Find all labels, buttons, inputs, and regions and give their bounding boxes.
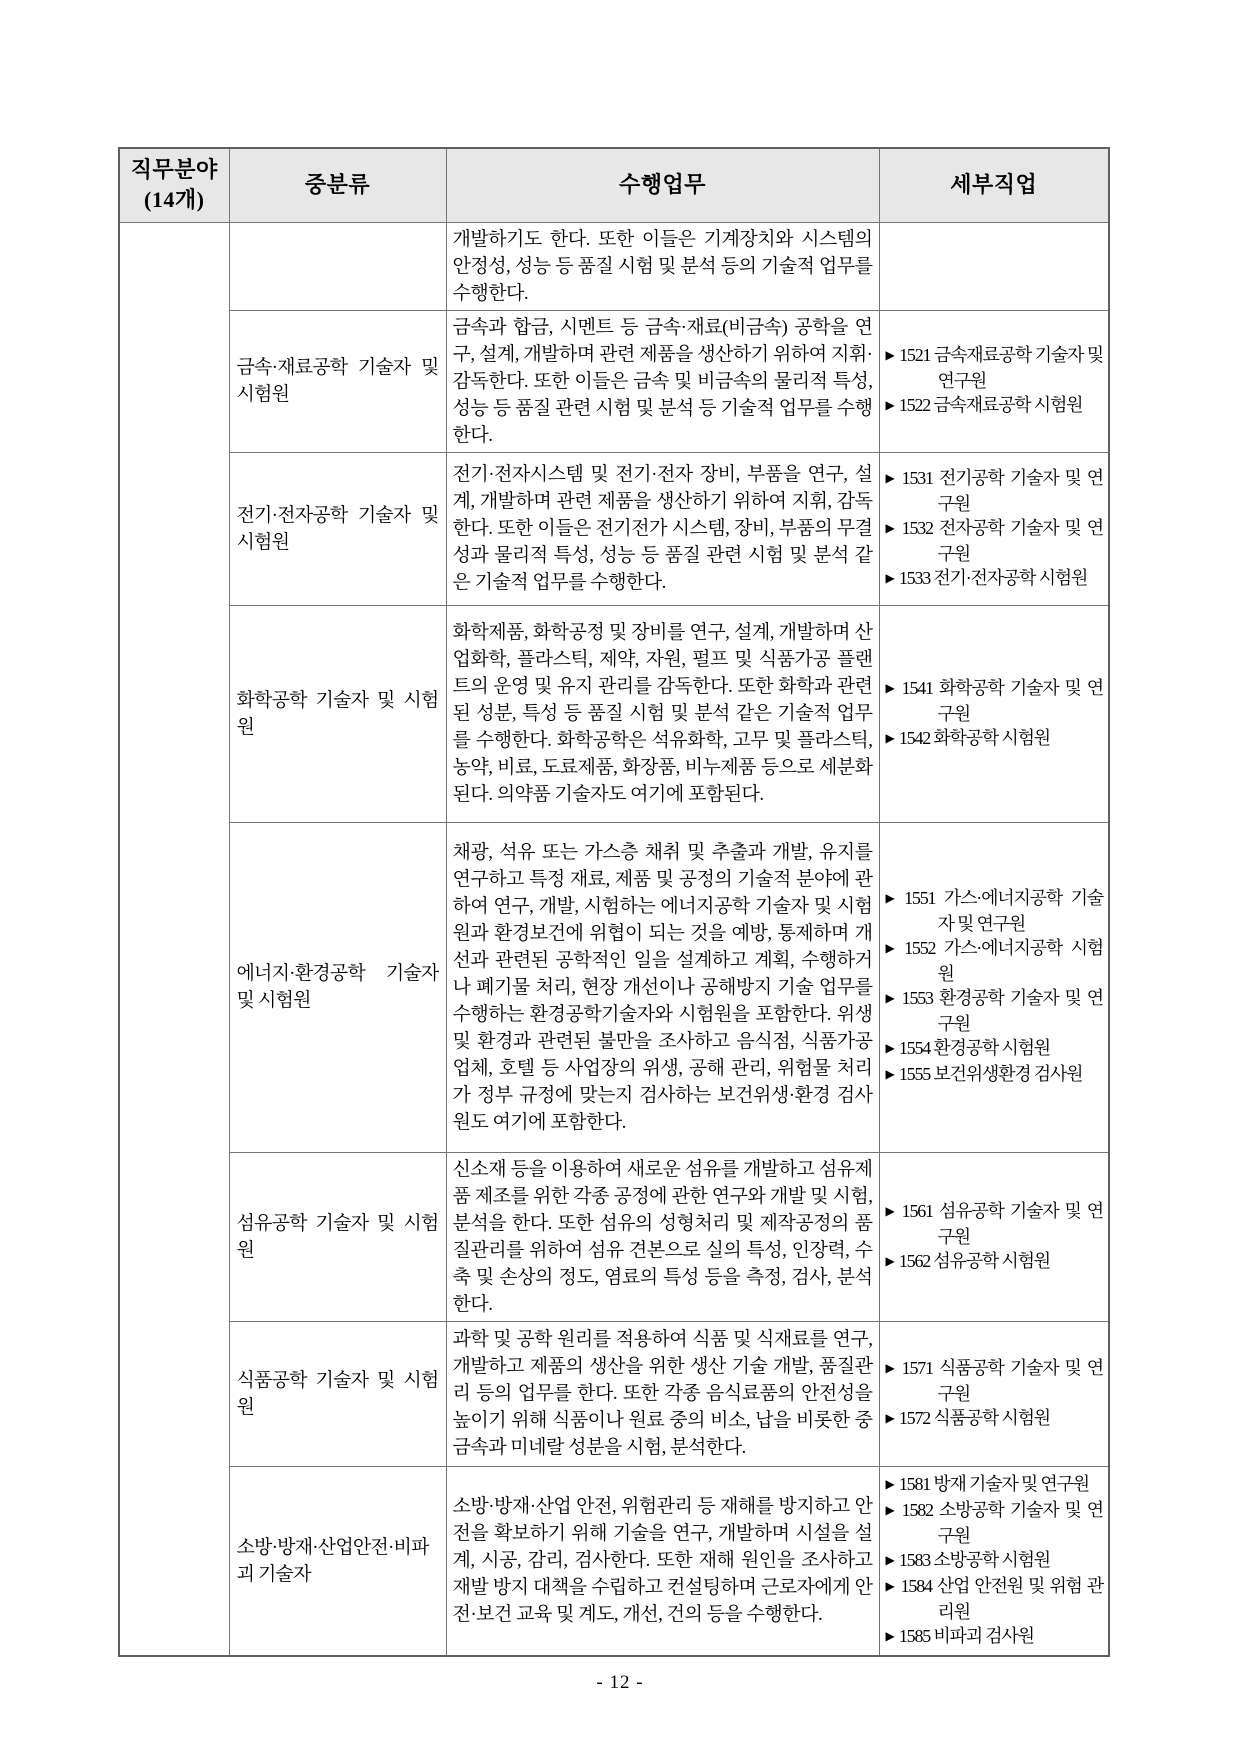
table-row — [119, 1466, 1109, 1656]
job-code: 1522 — [898, 395, 931, 415]
job-bullet-icon: ▶ — [885, 730, 894, 745]
job-item — [886, 566, 1104, 592]
job-code: 1582 — [901, 1499, 933, 1520]
job-code: 1583 — [898, 1549, 931, 1570]
job-bullet-icon: ▶ — [885, 470, 894, 485]
job-code: 1562 — [898, 1250, 931, 1271]
job-bullet-icon: ▶ — [885, 1253, 894, 1268]
page-number: - 12 - — [596, 1672, 644, 1693]
job-item — [886, 1574, 1104, 1624]
jobs-cell — [879, 822, 1109, 1152]
job-name: 식품공학 시험원 — [933, 1407, 1050, 1428]
job-bullet-icon: ▶ — [885, 891, 894, 905]
job-name: 화학공학 시험원 — [933, 727, 1050, 748]
header-category: 중분류 — [229, 148, 446, 222]
category-cell: 식품공학 기술자 및 시험원 — [229, 1321, 446, 1466]
table-row — [119, 822, 1109, 1152]
job-bullet-icon: ▶ — [885, 520, 894, 535]
tasks-cell: 과학 및 공학 원리를 적용하여 식품 및 식재료를 연구, 개발하고 제품의 생산을 위한 생산 기술 개발, 품질관리 등의 업무를 한다. 또한 각종 음식료품의 안전성을 높이기 위해 식품이나 원료 중의 비소, 납을 비롯한 중금속과 미네랄 성분을 시험, 분석한다. — [446, 1321, 879, 1466]
job-name: 전기공학 기술자 및 연구원 — [937, 467, 1103, 514]
job-bullet-icon: ▶ — [885, 1628, 894, 1643]
job-classification-table — [118, 147, 1110, 1657]
job-item — [886, 886, 1104, 936]
job-bullet-icon: ▶ — [885, 1203, 894, 1218]
job-bullet-icon: ▶ — [885, 398, 894, 412]
category-cell: 섬유공학 기술자 및 시험원 — [229, 1152, 446, 1321]
job-bullet-icon: ▶ — [885, 991, 894, 1005]
job-item — [886, 1199, 1104, 1249]
job-name: 환경공학 기술자 및 연구원 — [937, 988, 1103, 1034]
header-tasks: 수행업무 — [446, 148, 879, 222]
job-item — [886, 1062, 1104, 1088]
tasks-cell: 금속과 합금, 시멘트 등 금속·재료(비금속) 공학을 연구, 설계, 개발하며 관련 제품을 생산하기 위하여 지휘·감독한다. 또한 이들은 금속 및 비금속의 물리적 특성, 성능 등 품질 관련 시험 및 분석 등 기술적 업무를 수행한다. — [446, 310, 879, 452]
job-code: 1533 — [898, 567, 931, 588]
job-name: 섬유공학 기술자 및 연구원 — [937, 1200, 1103, 1247]
job-bullet-icon: ▶ — [885, 348, 894, 362]
job-name: 산업 안전원 및 위험 관리원 — [936, 1575, 1103, 1622]
job-bullet-icon: ▶ — [885, 1578, 894, 1593]
job-name: 가스·에너지공학 시험원 — [937, 938, 1103, 984]
job-code: 1541 — [901, 677, 933, 698]
job-code: 1551 — [904, 888, 936, 908]
job-item — [886, 1036, 1104, 1062]
category-cell: 소방·방재·산업안전·비파괴 기술자 — [229, 1466, 446, 1656]
job-code: 1552 — [904, 938, 936, 958]
job-code: 1585 — [898, 1625, 931, 1646]
job-item — [886, 1624, 1104, 1650]
job-code: 1555 — [898, 1064, 931, 1084]
table-row — [119, 1321, 1109, 1466]
job-code: 1553 — [901, 988, 933, 1008]
job-bullet-icon: ▶ — [885, 1502, 894, 1517]
job-item — [886, 1356, 1104, 1406]
job-item — [886, 466, 1104, 516]
jobs-cell — [879, 605, 1109, 822]
category-cell: 화학공학 기술자 및 시험원 — [229, 605, 446, 822]
job-item — [886, 986, 1104, 1036]
tasks-cell: 소방·방재·산업 안전, 위험관리 등 재해를 방지하고 안전을 확보하기 위해 기술을 연구, 개발하며 시설을 설계, 시공, 감리, 검사한다. 또한 재해 원인을 조사하고 재발 방지 대책을 수립하고 컨설팅하며 근로자에게 안전·보건 교육 및 계도, 개선, 건의 등을 수행한다. — [446, 1466, 879, 1656]
header-field — [119, 148, 229, 222]
tasks-cell: 전기·전자시스템 및 전기·전자 장비, 부품을 연구, 설계, 개발하며 관련 제품을 생산하기 위하여 지휘, 감독한다. 또한 이들은 전기전가 시스템, 장비, 부품의 무결성과 물리적 특성, 성능 등 품질 관련 시험 및 분석 같은 기술적 업무를 수행한다. — [446, 452, 879, 605]
job-item — [886, 1249, 1104, 1275]
category-cell: 전기·전자공학 기술자 및 시험원 — [229, 452, 446, 605]
tasks-cell: 화학제품, 화학공정 및 장비를 연구, 설계, 개발하며 산업화학, 플라스틱, 제약, 자원, 펄프 및 식품가공 플랜트의 운영 및 유지 관리를 감독한다. 또한 화학과 관련된 성분, 특성 등 품질 시험 및 분석 같은 기술적 업무를 수행한다. 화학공학은 석유화학, 고무 및 플라스틱, 농약, 비료, 도료제품, 화장품, 비누제품 등으로 세분화된다. 의약품 기술자도 여기에 포함된다. — [446, 605, 879, 822]
job-code: 1521 — [899, 345, 931, 365]
header-field-line2: (14개) — [144, 187, 205, 213]
category-cell: 금속·재료공학 기술자 및 시험원 — [229, 310, 446, 452]
header-row — [119, 148, 1109, 222]
job-item — [886, 516, 1104, 566]
job-code: 1554 — [898, 1038, 931, 1058]
job-bullet-icon: ▶ — [885, 1360, 894, 1375]
table-body — [119, 222, 1109, 1656]
job-code: 1571 — [901, 1357, 933, 1378]
field-column-cell — [119, 222, 229, 1656]
job-item — [886, 726, 1104, 752]
jobs-cell — [879, 1466, 1109, 1656]
job-name: 섬유공학 시험원 — [933, 1250, 1050, 1271]
jobs-cell — [879, 1152, 1109, 1321]
job-item — [886, 1406, 1104, 1432]
job-name: 환경공학 시험원 — [933, 1038, 1050, 1058]
job-item — [886, 343, 1104, 393]
tasks-cell: 신소재 등을 이용하여 새로운 섬유를 개발하고 섬유제품 제조를 위한 각종 공정에 관한 연구와 개발 및 시험, 분석을 한다. 또한 섬유의 성형처리 및 제작공정의 품질관리를 위하여 섬유 견본으로 실의 특성, 인장력, 수축 및 손상의 정도, 염료의 특성 등을 측정, 검사, 분석한다. — [446, 1152, 879, 1321]
category-cell — [229, 222, 446, 310]
job-code: 1532 — [901, 517, 933, 538]
job-bullet-icon: ▶ — [885, 1041, 894, 1055]
job-name: 소방공학 기술자 및 연구원 — [937, 1499, 1103, 1546]
job-bullet-icon: ▶ — [885, 1410, 894, 1425]
job-bullet-icon: ▶ — [885, 941, 894, 955]
job-name: 화학공학 기술자 및 연구원 — [937, 677, 1103, 724]
job-item — [886, 1498, 1104, 1548]
job-item — [886, 936, 1104, 986]
table-row — [119, 605, 1109, 822]
job-name: 비파괴 검사원 — [933, 1625, 1034, 1646]
table-row — [119, 222, 1109, 310]
job-code: 1531 — [901, 467, 933, 488]
job-name: 보건위생환경 검사원 — [933, 1064, 1083, 1084]
job-name: 금속재료공학 시험원 — [933, 395, 1083, 415]
job-name: 금속재료공학 기술자 및 연구원 — [933, 345, 1103, 391]
tasks-cell: 채광, 석유 또는 가스층 채취 및 추출과 개발, 유지를 연구하고 특정 재료, 제품 및 공정의 기술적 분야에 관하여 연구, 개발, 시험하는 에너지공학 기술자 및 시험원과 환경보건에 위협이 되는 것을 예방, 통제하며 개선과 관련된 공학적인 일을 설계하고 계획, 수행하거나 폐기물 처리, 현장 개선이나 공해방지 기술 업무를 수행하는 환경공학기술자와 시험원을 포함한다. 위생 및 환경과 관련된 불만을 조사하고 음식점, 식품가공업체, 호텔 등 사업장의 위생, 공해 관리, 위험물 처리가 정부 규정에 맞는지 검사하는 보건위생·환경 검사원도 여기에 포함한다. — [446, 822, 879, 1152]
job-name: 전기·전자공학 시험원 — [933, 567, 1088, 588]
job-name: 전자공학 기술자 및 연구원 — [937, 517, 1103, 564]
job-bullet-icon: ▶ — [885, 1476, 894, 1491]
header-jobs: 세부직업 — [879, 148, 1109, 222]
table-row — [119, 452, 1109, 605]
jobs-cell — [879, 1321, 1109, 1466]
jobs-cell — [879, 452, 1109, 605]
header-field-line1: 직무분야 — [130, 157, 218, 183]
job-code: 1561 — [901, 1200, 933, 1221]
job-item — [886, 1548, 1104, 1574]
job-code: 1572 — [898, 1407, 931, 1428]
job-bullet-icon: ▶ — [885, 1552, 894, 1567]
job-bullet-icon: ▶ — [885, 1067, 894, 1081]
jobs-cell — [879, 310, 1109, 452]
job-name: 소방공학 시험원 — [933, 1549, 1050, 1570]
category-cell: 에너지·환경공학 기술자 및 시험원 — [229, 822, 446, 1152]
job-name: 방재 기술자 및 연구원 — [933, 1473, 1089, 1494]
job-bullet-icon: ▶ — [885, 570, 894, 585]
job-name: 가스·에너지공학 기술자 및 연구원 — [937, 888, 1103, 934]
job-item — [886, 1472, 1104, 1498]
job-item — [886, 393, 1104, 419]
job-code: 1581 — [898, 1473, 931, 1494]
jobs-cell — [879, 222, 1109, 310]
job-name: 식품공학 기술자 및 연구원 — [937, 1357, 1103, 1404]
job-bullet-icon: ▶ — [885, 680, 894, 695]
job-code: 1542 — [898, 727, 931, 748]
job-code: 1584 — [900, 1575, 932, 1596]
tasks-cell: 개발하기도 한다. 또한 이들은 기계장치와 시스템의 안정성, 성능 등 품질 시험 및 분석 등의 기술적 업무를 수행한다. — [446, 222, 879, 310]
table-row — [119, 1152, 1109, 1321]
table-row — [119, 310, 1109, 452]
job-item — [886, 676, 1104, 726]
